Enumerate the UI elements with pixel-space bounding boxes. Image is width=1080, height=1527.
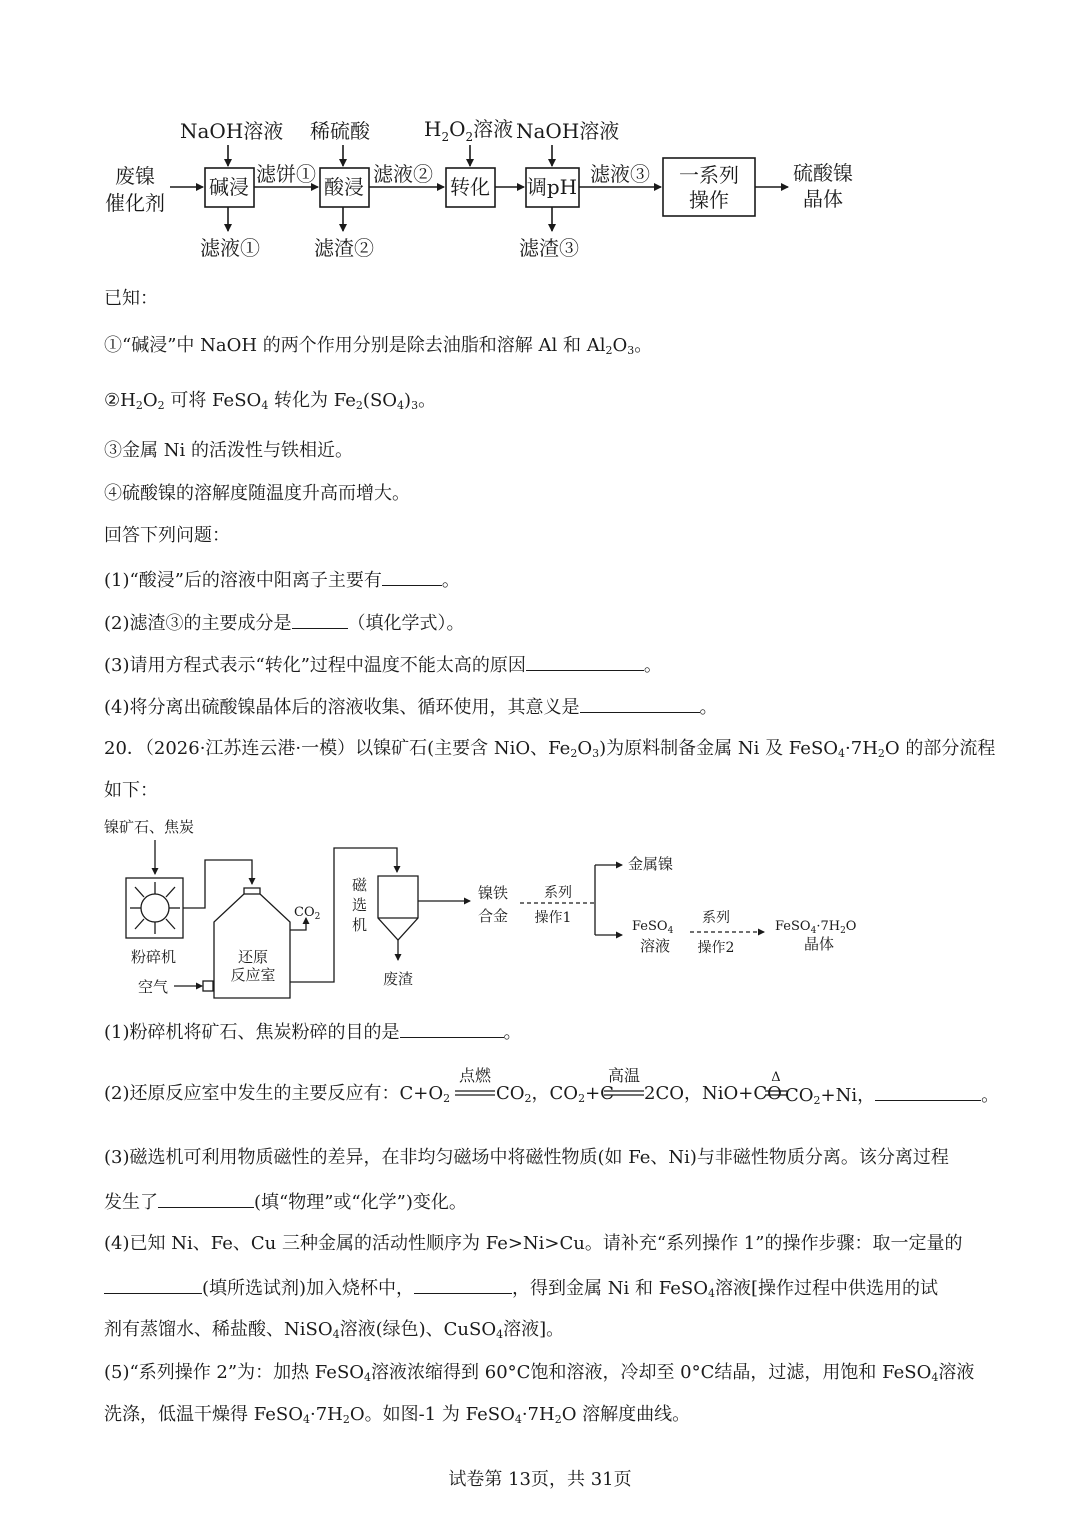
feed-label-line2: 催化剂 bbox=[105, 191, 165, 215]
sub-question-2-part-d: $CO_2+Ni$， 。 bbox=[785, 1082, 999, 1108]
answer-blank[interactable] bbox=[400, 1019, 504, 1038]
sub-question-4-line1: (4)已知 Ni、Fe、Cu 三种金属的活动性顺序为 Fe>Ni>Cu。请补充“系列操作 1”的操作步骤：取一定量的 bbox=[104, 1233, 963, 1254]
sub-question-2: (2)还原反应室中发生的主要反应有：$C+O_2$ bbox=[104, 1083, 451, 1105]
product-line2: 晶体 bbox=[803, 187, 843, 211]
reaction-arrow-high-temp bbox=[601, 1062, 647, 1104]
series-op1-line2: 操作1 bbox=[534, 910, 572, 926]
sub-question-4-line3: 剂有蒸馏水、稀盐酸、NiSO$_4$溶液(绿色)、CuSO$_4$溶液]。 bbox=[104, 1319, 565, 1341]
reagent-h2o2: $H_2O_2$溶液 bbox=[424, 117, 514, 144]
answer-blank[interactable] bbox=[875, 1082, 981, 1101]
question-1: (1)“酸浸”后的溶液中阳离子主要有 。 bbox=[104, 567, 460, 593]
answer-blank[interactable] bbox=[292, 610, 348, 629]
known-fact-4: ④硫酸镍的溶解度随温度升高而增大。 bbox=[104, 483, 410, 504]
output-residue-3: 滤渣③ bbox=[519, 236, 579, 260]
flowchart-nickel-sulfate bbox=[0, 0, 1080, 280]
known-fact-2: $②H_2O_2$ 可将 FeSO$_4$ 转化为 $Fe_2(SO_4)_3$。 bbox=[104, 390, 437, 412]
box-series-ops-line2: 操作 bbox=[689, 188, 729, 212]
product-line1: 硫酸镍 bbox=[793, 161, 853, 185]
reagent-naoh-2: NaOH溶液 bbox=[516, 119, 620, 143]
output-filtrate-1: 滤液① bbox=[200, 236, 260, 260]
series-op2-line2: 操作2 bbox=[697, 940, 735, 956]
sub-question-5-line1: (5)“系列操作 2”为：加热 FeSO$_4$溶液浓缩得到 60°C饱和溶液，冷却至 0°C结晶，过滤，用饱和 FeSO$_4$溶液 bbox=[104, 1362, 975, 1384]
known-title: 已知： bbox=[104, 288, 158, 309]
answer-blank[interactable] bbox=[414, 1275, 512, 1294]
box-adjust-ph: 调pH bbox=[526, 175, 578, 199]
answer-blank[interactable] bbox=[158, 1189, 254, 1208]
answer-intro: 回答下列问题： bbox=[104, 525, 230, 546]
sub-question-2-part-c: 2CO，NiO+CO bbox=[644, 1083, 782, 1104]
box-acid-leach: 酸浸 bbox=[324, 175, 364, 199]
box-conversion: 转化 bbox=[450, 175, 490, 199]
magnet-label-2: 选 bbox=[352, 896, 368, 914]
metal-nickel-label: 金属镍 bbox=[628, 855, 674, 873]
crystal-label: 晶体 bbox=[804, 935, 835, 953]
output-residue-2: 滤渣② bbox=[314, 236, 374, 260]
sub-question-1: (1)粉碎机将矿石、焦炭粉碎的目的是 。 bbox=[104, 1019, 522, 1045]
page-footer: 试卷第 13页，共 31页 bbox=[448, 1469, 632, 1490]
known-fact-1: ①“碱浸”中 NaOH 的两个作用分别是除去油脂和溶解 Al 和 $Al_2O_3$。 bbox=[104, 335, 653, 357]
question-20-stem-line2: 如下： bbox=[104, 780, 158, 801]
alloy-label-line2: 合金 bbox=[478, 907, 509, 925]
known-fact-3: ③金属 Ni 的活泼性与铁相近。 bbox=[104, 440, 353, 461]
waste-residue-label: 废渣 bbox=[383, 970, 414, 988]
reagent-dilute-sulfuric-acid: 稀硫酸 bbox=[310, 119, 370, 143]
box-alkali-leach: 碱浸 bbox=[209, 175, 249, 199]
crystal-formula: $FeSO_4\cdot 7H_2O$ bbox=[775, 919, 857, 936]
box-series-ops-line1: 一系列 bbox=[679, 163, 739, 187]
question-4: (4)将分离出硫酸镍晶体后的溶液收集、循环使用，其意义是 。 bbox=[104, 694, 718, 720]
sub-question-2-part-b: $CO_2$，$CO_2+C$ bbox=[496, 1083, 614, 1105]
question-3: (3)请用方程式表示“转化”过程中温度不能太高的原因 。 bbox=[104, 652, 662, 678]
answer-blank[interactable] bbox=[382, 567, 442, 586]
question-20-stem: 20．（2026·江苏连云港·一模）以镍矿石(主要含 NiO、$Fe_2O_3$)为原料制备金属 Ni 及 $FeSO_4\cdot 7H_2O$ 的部分流程 bbox=[104, 738, 996, 760]
svg-text:点燃: 点燃 bbox=[458, 1066, 492, 1085]
stream-filtrate-2: 滤液② bbox=[373, 162, 433, 186]
question-2: (2)滤渣③的主要成分是 （填化学式）。 bbox=[104, 610, 465, 636]
feso4-solution-line2: 溶液 bbox=[640, 937, 671, 955]
alloy-label-line1: 镍铁 bbox=[478, 884, 509, 902]
crusher-label: 粉碎机 bbox=[131, 948, 177, 966]
series-op1-line1: 系列 bbox=[544, 885, 572, 901]
sub-question-3-line1: (3)磁选机可利用物质磁性的差异，在非均匀磁场中将磁性物质(如 Fe、Ni)与非磁性物质分离。该分离过程 bbox=[104, 1147, 949, 1168]
svg-text:高温: 高温 bbox=[607, 1066, 641, 1085]
magnet-label-3: 机 bbox=[352, 916, 368, 934]
stream-filter-cake-1: 滤饼① bbox=[256, 162, 316, 186]
sub-question-3-line2: 发生了 (填“物理”或“化学”)变化。 bbox=[104, 1189, 467, 1215]
feed-ore-coke: 镍矿石、焦炭 bbox=[104, 818, 195, 836]
reaction-arrow-ignite bbox=[452, 1062, 498, 1104]
feed-label-line1: 废镍 bbox=[115, 164, 155, 188]
answer-blank[interactable] bbox=[104, 1275, 202, 1294]
reactor-label-line1: 还原 bbox=[237, 948, 269, 966]
sub-question-4-line2: (填所选试剂)加入烧杯中， ，得到金属 Ni 和 FeSO$_4$溶液[操作过程中供选用的试 bbox=[104, 1275, 938, 1301]
svg-text:Δ: Δ bbox=[771, 1070, 781, 1085]
answer-blank[interactable] bbox=[526, 652, 644, 671]
flowchart-nickel-ore bbox=[0, 810, 1080, 1010]
answer-blank[interactable] bbox=[580, 694, 700, 713]
series-op2-line1: 系列 bbox=[702, 910, 730, 926]
magnet-label-1: 磁 bbox=[352, 876, 368, 894]
sub-question-5-line2: 洗涤，低温干燥得 $FeSO_4\cdot 7H_2O$。如图-1 为 $FeSO_4\cdot 7H_2O$ 溶解度曲线。 bbox=[104, 1404, 691, 1426]
air-label: 空气 bbox=[138, 978, 169, 996]
reagent-naoh-1: NaOH溶液 bbox=[180, 119, 284, 143]
reactor-label-line2: 反应室 bbox=[230, 966, 276, 984]
stream-filtrate-3: 滤液③ bbox=[590, 162, 650, 186]
feso4-solution-line1: FeSO$_4$ bbox=[632, 919, 674, 936]
co2-label: $CO_2$ bbox=[294, 905, 321, 922]
